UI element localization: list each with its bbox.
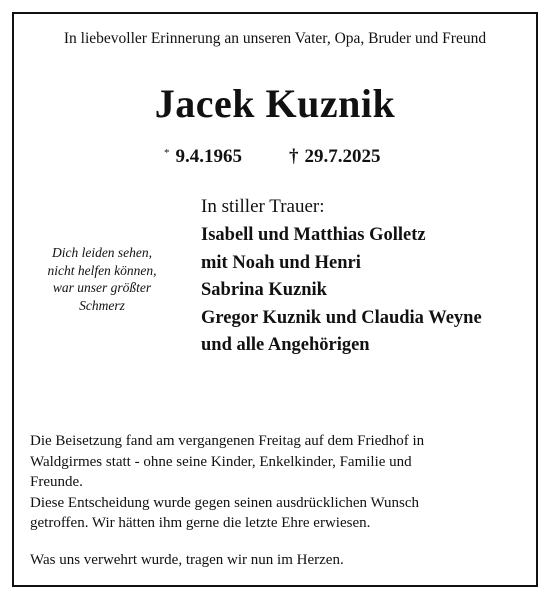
mourner-line: mit Noah und Henri bbox=[201, 252, 361, 273]
death-date: 29.7.2025 bbox=[304, 146, 381, 167]
quote-line: war unser größter bbox=[52, 280, 152, 295]
mourner-line: Gregor Kuznik und Claudia Weyne bbox=[201, 307, 482, 328]
mourner-line: Isabell und Matthias Golletz bbox=[201, 225, 426, 245]
life-dates bbox=[0, 146, 550, 170]
body-line: Die Beisetzung fand am vergangenen Freitag auf dem Friedhof in bbox=[30, 433, 425, 449]
intro-line: In liebevoller Erinnerung an unseren Vater, Opa, Bruder und Freund bbox=[63, 30, 487, 47]
body-line: Freunde. bbox=[30, 474, 83, 490]
quote-line: Dich leiden sehen, bbox=[51, 245, 153, 260]
mourners-lead: In stiller Trauer: bbox=[201, 196, 325, 217]
mourner-line: und alle Angehörigen bbox=[201, 335, 370, 355]
mourner-line: Sabrina Kuznik bbox=[201, 280, 327, 300]
quote-line: nicht helfen können, bbox=[47, 262, 157, 278]
closing-line: Was uns verwehrt wurde, tragen wir nun im Herzen. bbox=[30, 551, 344, 568]
memorial-quote bbox=[22, 244, 182, 314]
quote-line: Schmerz bbox=[79, 297, 125, 313]
cross-icon: † bbox=[289, 146, 299, 167]
announcement-text bbox=[30, 431, 522, 570]
birth-date-group bbox=[164, 146, 242, 168]
mourners-block bbox=[201, 193, 531, 360]
deceased-name: Jacek Kuznik bbox=[154, 81, 396, 126]
birth-star-icon: * bbox=[164, 147, 170, 159]
birth-date: 9.4.1965 bbox=[175, 146, 242, 167]
body-line: Diese Entscheidung wurde gegen seinen ausdrücklichen Wunsch bbox=[30, 494, 420, 511]
body-line: getroffen. Wir hätten ihm gerne die letzte Ehre erwiesen. bbox=[30, 515, 371, 531]
death-date-group bbox=[289, 146, 381, 168]
body-line: Waldgirmes statt - ohne seine Kinder, Enkelkinder, Familie und bbox=[30, 453, 412, 470]
